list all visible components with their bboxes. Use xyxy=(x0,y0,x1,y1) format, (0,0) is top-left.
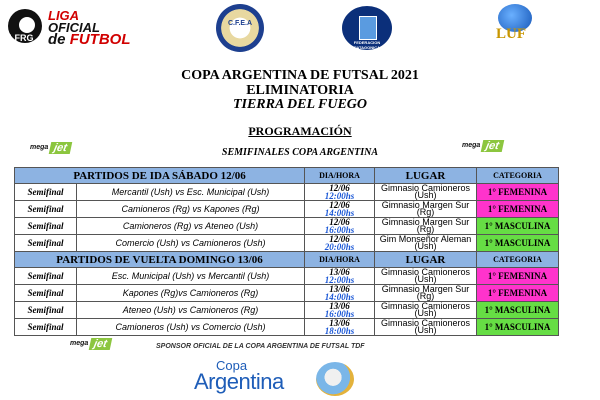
megajet-logo-right: mega jet xyxy=(462,140,516,158)
match-category: 1° MASCULINA xyxy=(477,235,559,252)
vuelta-section-title: PARTIDOS DE VUELTA DOMINGO 13/06 xyxy=(15,252,305,268)
match-date: 12/06 xyxy=(329,183,350,193)
match-datetime xyxy=(305,235,375,252)
ball-icon xyxy=(316,362,354,396)
match-category: 1° MASCULINA xyxy=(477,319,559,336)
match-datetime xyxy=(305,218,375,235)
match-datetime xyxy=(305,319,375,336)
match-time: 12:00hs xyxy=(324,275,355,285)
schedule-table xyxy=(14,167,559,336)
match-category: 1° FEMENINA xyxy=(477,201,559,218)
federacion-logo xyxy=(342,6,392,50)
match-venue: Gim Monseñor Aleman (Ush) xyxy=(375,235,477,252)
copa-argentina-logo-text: Argentina xyxy=(194,369,284,394)
table-row xyxy=(15,184,559,201)
match-category: 1° FEMENINA xyxy=(477,268,559,285)
table-row xyxy=(15,319,559,336)
megajet-logo-left: mega jet xyxy=(30,142,84,160)
match-teams: Camioneros (Ush) vs Comercio (Ush) xyxy=(77,319,305,336)
match-date: 12/06 xyxy=(329,217,350,227)
programacion-heading: PROGRAMACIÓN xyxy=(248,124,352,138)
match-category: 1° FEMENINA xyxy=(477,184,559,201)
cfea-text: C.F.E.A xyxy=(227,20,253,27)
match-teams: Esc. Municipal (Ush) vs Mercantil (Ush) xyxy=(77,268,305,285)
match-category: 1° FEMENINA xyxy=(477,285,559,302)
match-time: 14:00hs xyxy=(324,292,355,302)
ida-section-title: PARTIDOS DE IDA SÁBADO 12/06 xyxy=(15,168,305,184)
liga-line2: OFICIAL xyxy=(48,20,100,35)
match-date: 13/06 xyxy=(329,318,350,328)
match-time: 18:00hs xyxy=(324,326,355,336)
match-type: Semifinal xyxy=(15,184,77,201)
match-date: 13/06 xyxy=(329,301,350,311)
match-venue: Gimnasio Margen Sur (Rg) xyxy=(375,285,477,302)
semifinales-heading: SEMIFINALES COPA ARGENTINA xyxy=(221,147,379,158)
subtitle-region: TIERRA DEL FUEGO xyxy=(232,97,368,112)
liga-line1: LIGA xyxy=(48,8,80,23)
match-datetime xyxy=(305,268,375,285)
ida-header-row xyxy=(15,168,559,184)
luf-text: LUF xyxy=(496,26,526,42)
match-teams: Kapones (Rg)vs Camioneros (Rg) xyxy=(77,285,305,302)
subtitle-eliminatoria: ELIMINATORIA xyxy=(246,83,354,98)
federacion-text: FEDERACION PATAGONICA xyxy=(353,40,381,50)
table-row xyxy=(15,268,559,285)
column-date-header: DIA/HORA xyxy=(305,252,375,268)
column-place-header: LUGAR xyxy=(375,252,477,268)
match-date: 12/06 xyxy=(329,200,350,210)
match-type: Semifinal xyxy=(15,319,77,336)
match-datetime xyxy=(305,201,375,218)
liga-line3b: FUTBOL xyxy=(69,31,131,48)
match-type: Semifinal xyxy=(15,285,77,302)
match-teams: Ateneo (Ush) vs Camioneros (Rg) xyxy=(77,302,305,319)
schedule-body xyxy=(15,168,559,336)
luf-logo xyxy=(488,4,544,46)
vuelta-header-row xyxy=(15,252,559,268)
match-venue: Gimnasio Camioneros (Ush) xyxy=(375,184,477,201)
match-date: 13/06 xyxy=(329,284,350,294)
match-venue: Gimnasio Margen Sur (Rg) xyxy=(375,201,477,218)
match-type: Semifinal xyxy=(15,218,77,235)
liga-badge: LFRG xyxy=(9,33,34,43)
match-type: Semifinal xyxy=(15,302,77,319)
match-date: 12/06 xyxy=(329,234,350,244)
table-row xyxy=(15,285,559,302)
table-row xyxy=(15,201,559,218)
match-type: Semifinal xyxy=(15,235,77,252)
match-time: 12:00hs xyxy=(324,191,355,201)
liga-oficial-logo xyxy=(6,6,156,48)
match-category: 1° MASCULINA xyxy=(477,218,559,235)
column-date-header: DIA/HORA xyxy=(305,168,375,184)
match-datetime xyxy=(305,302,375,319)
match-venue: Gimnasio Camioneros (Ush) xyxy=(375,319,477,336)
match-teams: Comercio (Ush) vs Camioneros (Ush) xyxy=(77,235,305,252)
match-teams: Camioneros (Rg) vs Kapones (Rg) xyxy=(77,201,305,218)
megajet-logo-bottom: mega jet xyxy=(70,338,124,356)
match-time: 14:00hs xyxy=(324,208,355,218)
match-datetime xyxy=(305,184,375,201)
column-place-header: LUGAR xyxy=(375,168,477,184)
match-venue: Gimnasio Camioneros (Ush) xyxy=(375,302,477,319)
match-time: 20:00hs xyxy=(324,242,355,252)
table-row xyxy=(15,218,559,235)
table-row xyxy=(15,302,559,319)
match-category: 1° MASCULINA xyxy=(477,302,559,319)
cfea-logo xyxy=(216,4,264,52)
column-category-header: CATEGORIA xyxy=(477,252,559,268)
main-title: COPA ARGENTINA DE FUTSAL 2021 xyxy=(181,68,419,83)
match-type: Semifinal xyxy=(15,268,77,285)
liga-line3a: de xyxy=(48,31,70,48)
table-row xyxy=(15,235,559,252)
match-date: 13/06 xyxy=(329,267,350,277)
map-icon xyxy=(359,16,377,40)
match-time: 16:00hs xyxy=(324,309,355,319)
match-datetime xyxy=(305,285,375,302)
match-teams: Camioneros (Rg) vs Ateneo (Ush) xyxy=(77,218,305,235)
match-venue: Gimnasio Margen Sur (Rg) xyxy=(375,218,477,235)
match-type: Semifinal xyxy=(15,201,77,218)
match-teams: Mercantil (Ush) vs Esc. Municipal (Ush) xyxy=(77,184,305,201)
copa-argentina-logo-copa: Copa xyxy=(216,358,248,373)
column-category-header: CATEGORIA xyxy=(477,168,559,184)
match-time: 16:00hs xyxy=(324,225,355,235)
sponsor-text: SPONSOR OFICIAL DE LA COPA ARGENTINA DE FUTSAL TDF xyxy=(156,343,365,350)
match-venue: Gimnasio Camioneros (Ush) xyxy=(375,268,477,285)
